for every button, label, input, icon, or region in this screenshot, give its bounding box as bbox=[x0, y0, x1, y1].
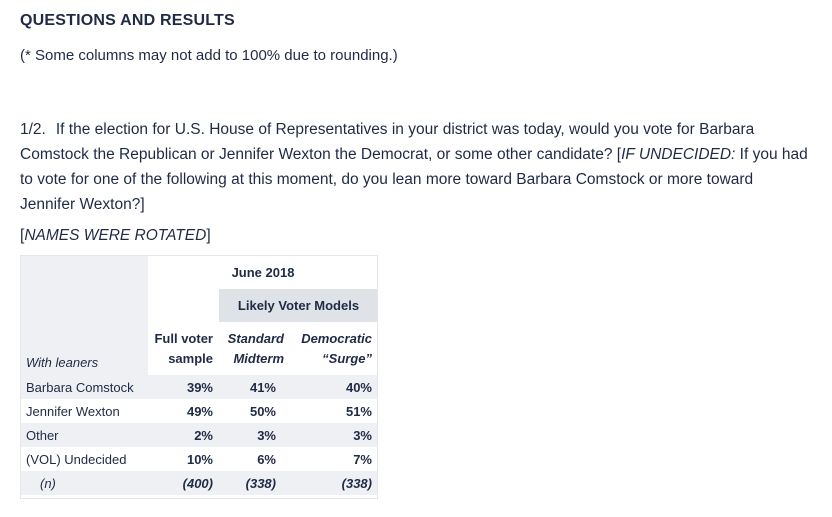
row-label: Barbara Comstock bbox=[20, 375, 148, 399]
column-header-full-sample bbox=[148, 322, 219, 375]
instruction-open-bracket: [ bbox=[616, 146, 622, 163]
cell-value: 3% bbox=[219, 423, 290, 447]
table-header-row bbox=[20, 255, 378, 289]
table-row bbox=[20, 399, 378, 423]
instruction-label: IF UNDECIDED: bbox=[621, 146, 736, 163]
rounding-note: (* Some columns may not add to 100% due to rounding.) bbox=[20, 47, 398, 64]
column-header-line: Full voter bbox=[154, 330, 213, 346]
cell-value: 10% bbox=[148, 447, 219, 471]
row-label: Jennifer Wexton bbox=[20, 399, 148, 423]
row-label: Other bbox=[20, 423, 148, 447]
column-header-democratic-surge bbox=[290, 322, 378, 375]
cell-value: 41% bbox=[219, 375, 290, 399]
rotation-note bbox=[20, 227, 211, 245]
row-label: (n) bbox=[20, 471, 148, 495]
rotation-note-text: NAMES WERE ROTATED bbox=[24, 227, 207, 244]
sample-size-row bbox=[20, 471, 378, 495]
question-number: 1/2. bbox=[20, 121, 46, 138]
rotation-open-bracket: [ bbox=[20, 227, 25, 244]
header-spacer bbox=[148, 289, 219, 322]
question-body: If the election for U.S. House of Representatives in your district was today, would you vote for Barbara Comstock the Republican or Jennifer Wexton the Democrat, or some other candidate? bbox=[20, 121, 755, 163]
instruction-text: If you had to vote for one of the following at this moment, do you lean more toward Barbara Comstock or more toward Jennifer Wexton?] bbox=[20, 146, 808, 213]
cell-value: (400) bbox=[148, 471, 219, 495]
question-text bbox=[20, 117, 810, 217]
column-header-line: Midterm bbox=[233, 350, 284, 366]
row-label: (VOL) Undecided bbox=[20, 447, 148, 471]
likely-voter-group-label: Likely Voter Models bbox=[219, 289, 378, 322]
cell-value: 6% bbox=[219, 447, 290, 471]
table-row bbox=[20, 375, 378, 399]
column-header-line: Standard bbox=[227, 330, 284, 346]
column-header-standard-midterm bbox=[219, 322, 290, 375]
cell-value: (338) bbox=[219, 471, 290, 495]
column-header-line: Democratic bbox=[301, 330, 372, 346]
column-header-line: “Surge” bbox=[322, 350, 372, 366]
cell-value: 3% bbox=[290, 423, 378, 447]
row-group-label: With leaners bbox=[20, 255, 148, 375]
cell-value: 2% bbox=[148, 423, 219, 447]
rotation-close-bracket: ] bbox=[206, 227, 211, 244]
cell-value: 7% bbox=[290, 447, 378, 471]
cell-value: 39% bbox=[148, 375, 219, 399]
table-row bbox=[20, 447, 378, 471]
table-row bbox=[20, 423, 378, 447]
cell-value: 49% bbox=[148, 399, 219, 423]
cell-value: 40% bbox=[290, 375, 378, 399]
results-table bbox=[20, 255, 378, 495]
cell-value: (338) bbox=[290, 471, 378, 495]
cell-value: 51% bbox=[290, 399, 378, 423]
cell-value: 50% bbox=[219, 399, 290, 423]
column-header-line: sample bbox=[168, 350, 213, 366]
wave-label: June 2018 bbox=[148, 255, 378, 289]
page-title: QUESTIONS AND RESULTS bbox=[20, 12, 235, 29]
